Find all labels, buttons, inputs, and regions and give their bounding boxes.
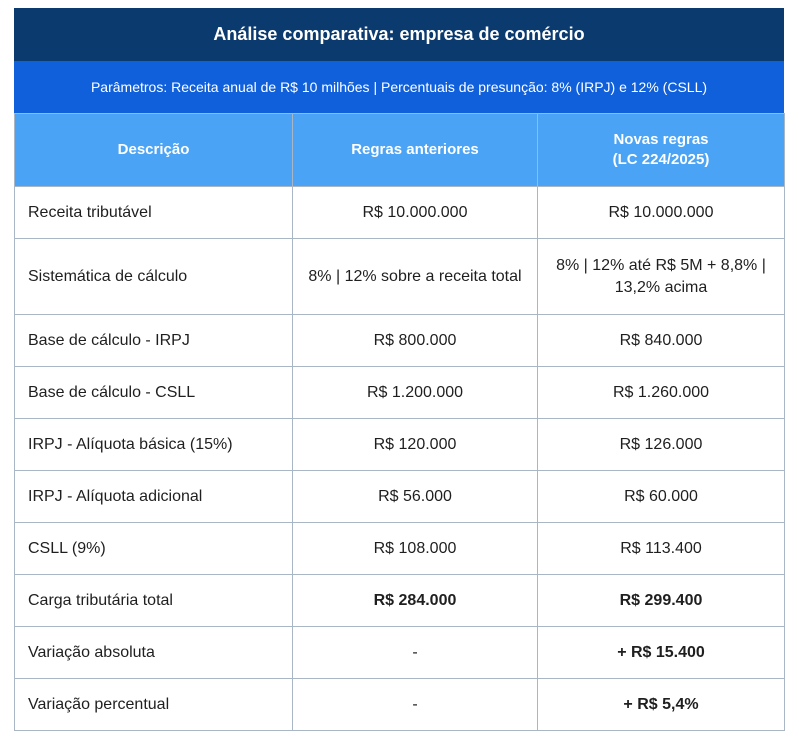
comparison-table bbox=[14, 113, 785, 731]
table-row-absolute-variation bbox=[15, 627, 785, 679]
previous-value: - bbox=[293, 627, 538, 679]
previous-value: R$ 56.000 bbox=[293, 471, 538, 523]
row-label: CSLL (9%) bbox=[15, 523, 293, 575]
comparison-table-container bbox=[14, 8, 784, 731]
table-row bbox=[15, 315, 785, 367]
previous-value: R$ 1.200.000 bbox=[293, 367, 538, 419]
previous-value: R$ 800.000 bbox=[293, 315, 538, 367]
table-row bbox=[15, 471, 785, 523]
header-row bbox=[15, 114, 785, 187]
header-previous-rules: Regras anteriores bbox=[293, 114, 538, 187]
new-value: R$ 113.400 bbox=[538, 523, 785, 575]
table-row bbox=[15, 367, 785, 419]
new-value: R$ 1.260.000 bbox=[538, 367, 785, 419]
previous-value: R$ 120.000 bbox=[293, 419, 538, 471]
table-row-percent-variation bbox=[15, 679, 785, 731]
row-label: IRPJ - Alíquota básica (15%) bbox=[15, 419, 293, 471]
new-value: R$ 60.000 bbox=[538, 471, 785, 523]
row-label: IRPJ - Alíquota adicional bbox=[15, 471, 293, 523]
new-value: + R$ 5,4% bbox=[538, 679, 785, 731]
row-label: Base de cálculo - CSLL bbox=[15, 367, 293, 419]
new-value: R$ 126.000 bbox=[538, 419, 785, 471]
previous-value: R$ 284.000 bbox=[293, 575, 538, 627]
row-label: Variação absoluta bbox=[15, 627, 293, 679]
header-new-rules-line2: (LC 224/2025) bbox=[612, 151, 710, 168]
table-row bbox=[15, 523, 785, 575]
previous-value: - bbox=[293, 679, 538, 731]
row-label: Sistemática de cálculo bbox=[15, 239, 293, 315]
header-description: Descrição bbox=[15, 114, 293, 187]
table-row bbox=[15, 187, 785, 239]
previous-value: R$ 108.000 bbox=[293, 523, 538, 575]
previous-value: R$ 10.000.000 bbox=[293, 187, 538, 239]
table-row bbox=[15, 419, 785, 471]
table-row bbox=[15, 239, 785, 315]
header-new-rules-line1: Novas regras bbox=[613, 131, 709, 148]
parameters-banner: Parâmetros: Receita anual de R$ 10 milhões | Percentuais de presunção: 8% (IRPJ) e 12% (CSLL) bbox=[14, 61, 784, 113]
new-value: + R$ 15.400 bbox=[538, 627, 785, 679]
new-value: R$ 299.400 bbox=[538, 575, 785, 627]
row-label: Carga tributária total bbox=[15, 575, 293, 627]
table-title: Análise comparativa: empresa de comércio bbox=[14, 8, 784, 61]
table-row-total bbox=[15, 575, 785, 627]
row-label: Base de cálculo - IRPJ bbox=[15, 315, 293, 367]
header-new-rules bbox=[538, 114, 785, 187]
new-value: 8% | 12% até R$ 5M + 8,8% | 13,2% acima bbox=[538, 239, 785, 315]
row-label: Receita tributável bbox=[15, 187, 293, 239]
new-value: R$ 10.000.000 bbox=[538, 187, 785, 239]
previous-value: 8% | 12% sobre a receita total bbox=[293, 239, 538, 315]
new-value: R$ 840.000 bbox=[538, 315, 785, 367]
row-label: Variação percentual bbox=[15, 679, 293, 731]
